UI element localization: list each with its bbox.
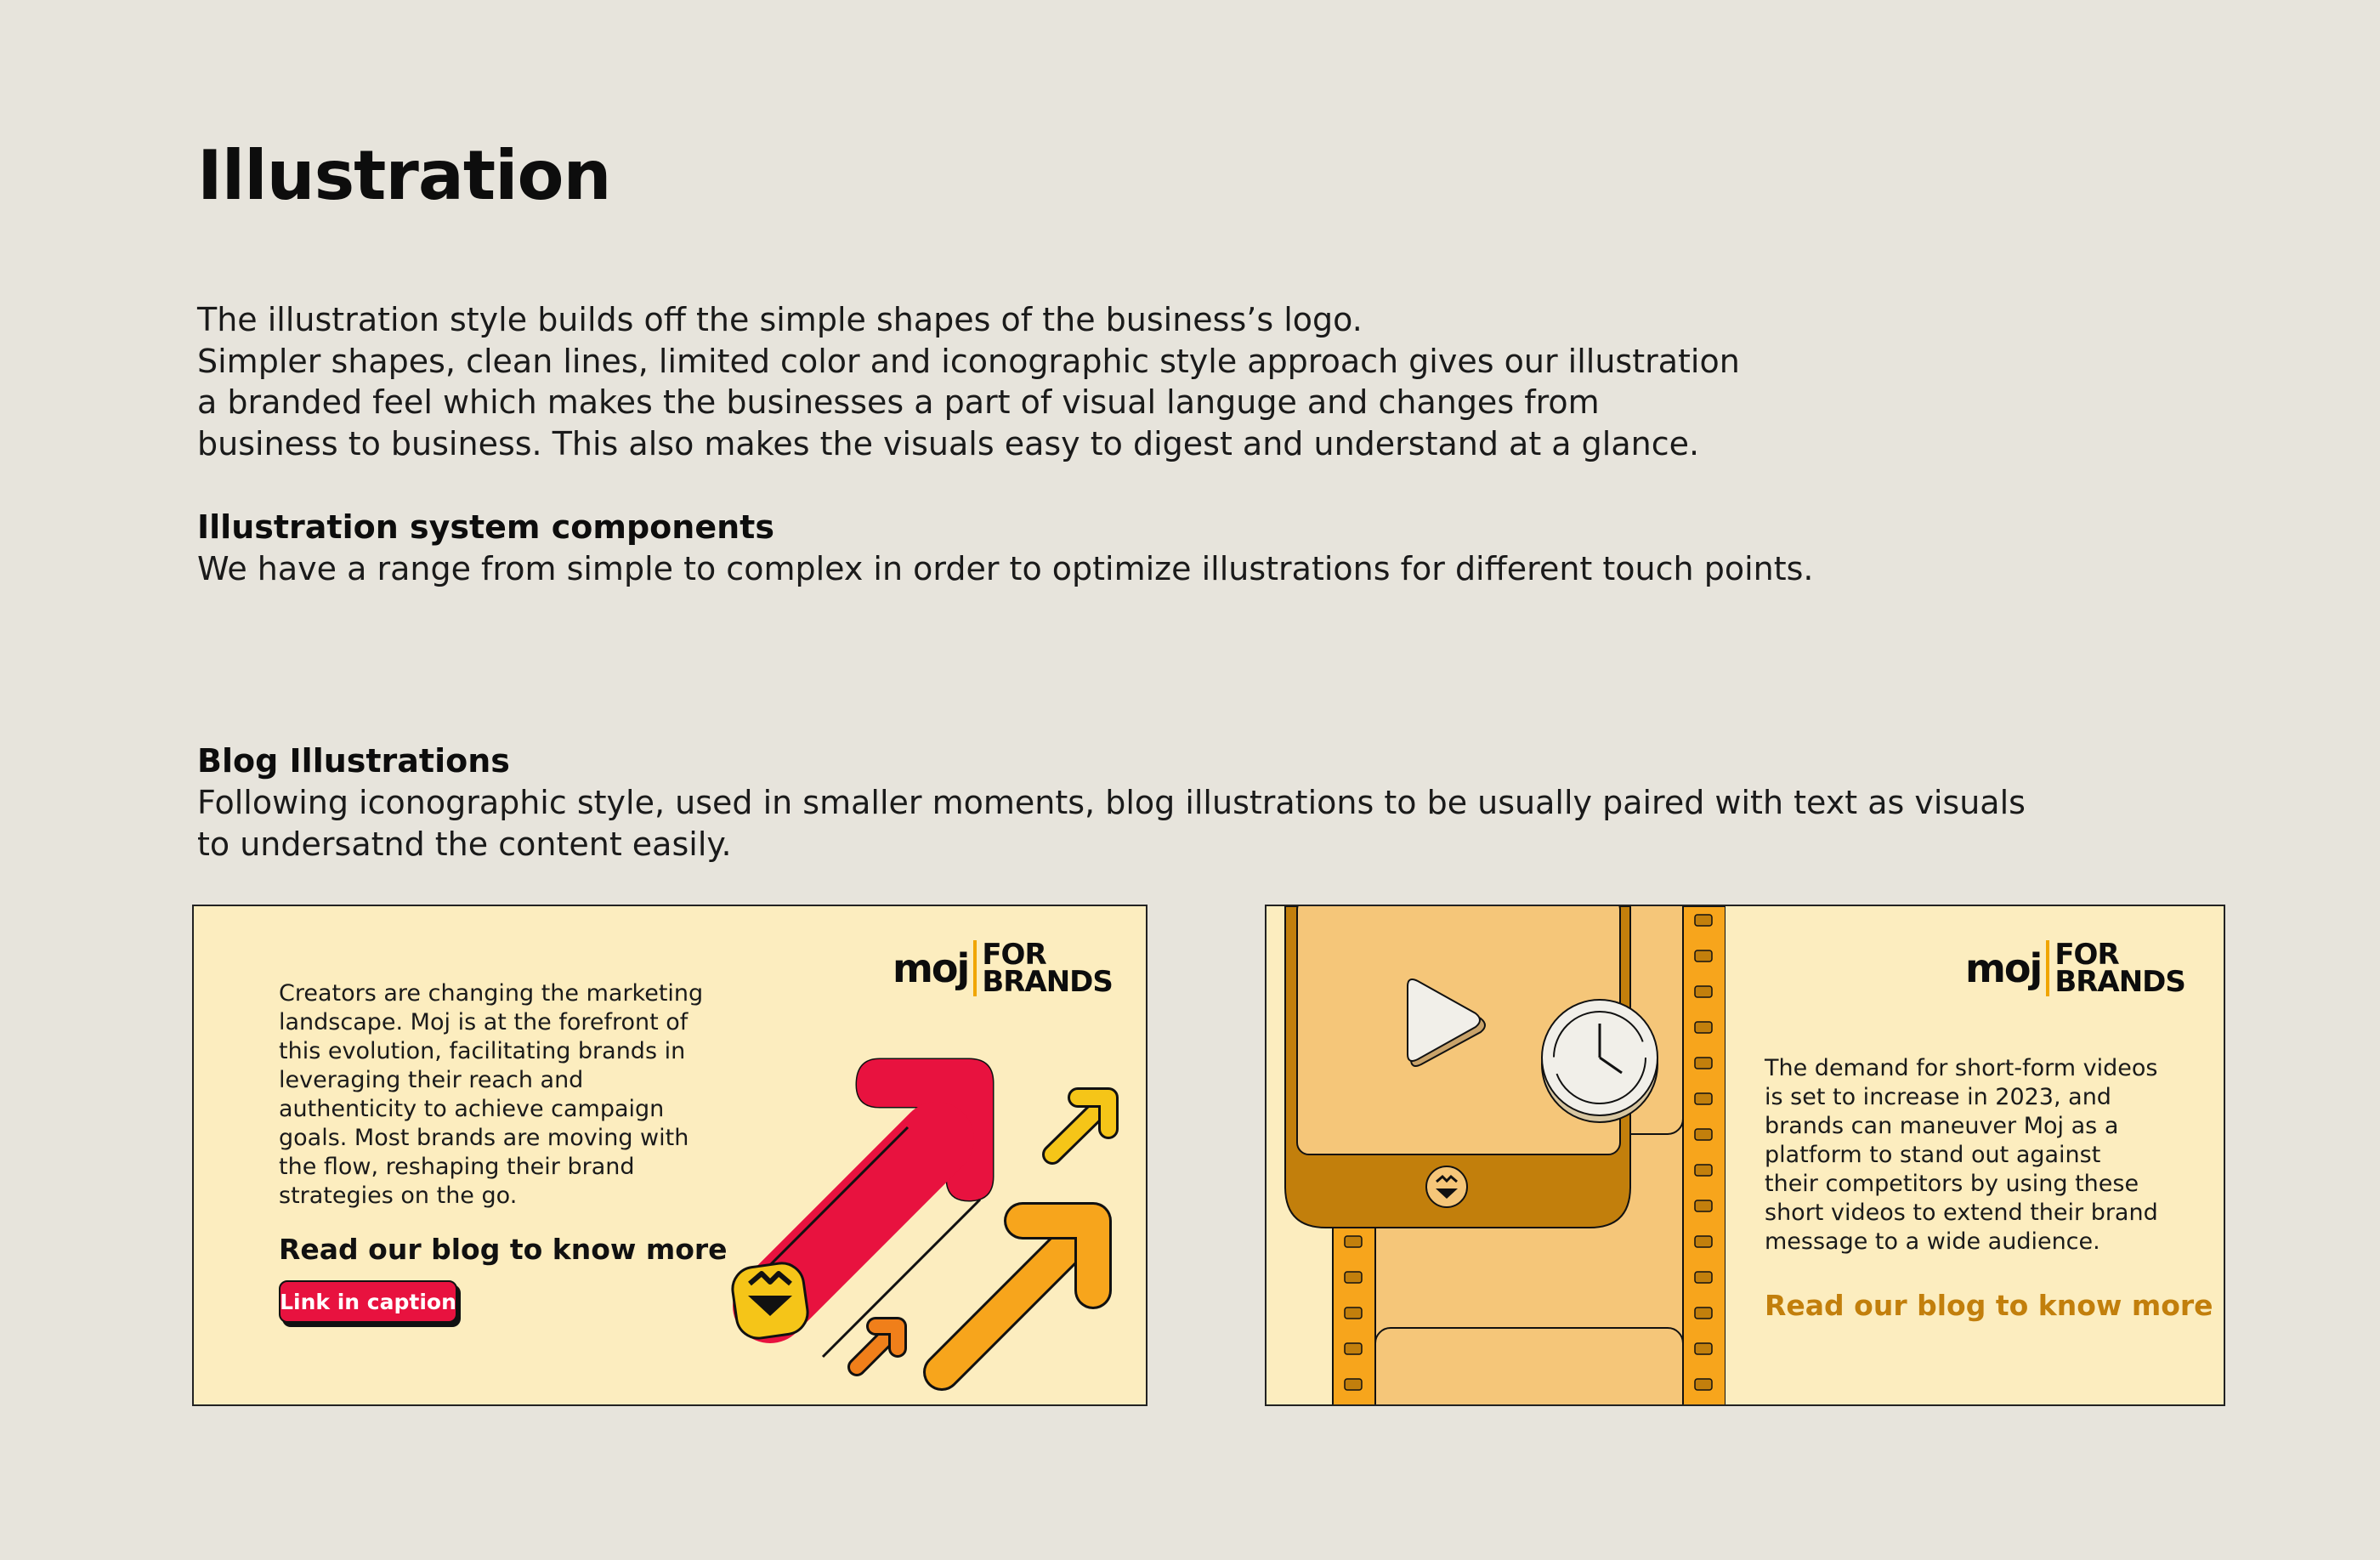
film-hole — [1695, 1379, 1712, 1390]
blog-text — [197, 782, 2026, 865]
card1-cta[interactable]: Read our blog to know more — [279, 1233, 728, 1266]
logo-divider — [2046, 940, 2049, 996]
video-phone-illustration — [1266, 906, 1726, 1406]
card2-body-line: is set to increase in 2023, and — [1765, 1084, 2111, 1110]
film-hole — [1695, 915, 1712, 926]
film-hole — [1345, 1343, 1362, 1354]
orange-arrow-small — [857, 1326, 898, 1367]
intro-line: business to business. This also makes the visuals easy to digest and understand at a glance. — [197, 424, 1700, 462]
card1-body-line: leveraging their reach and — [279, 1067, 584, 1093]
film-hole — [1695, 1272, 1712, 1283]
moj-for-brands-logo — [892, 938, 1113, 999]
logo-brands-text: BRANDS — [2054, 965, 2185, 999]
card1-body-line: strategies on the go. — [279, 1183, 518, 1209]
card1-body — [279, 979, 703, 1211]
logo-for-text: FOR — [982, 938, 1046, 972]
blog-card-short-videos — [1265, 905, 2225, 1406]
yellow-arrow — [1052, 1098, 1108, 1154]
card2-body-line: message to a wide audience. — [1765, 1228, 2100, 1255]
components-heading: Illustration system components — [197, 508, 774, 546]
link-in-caption-button[interactable]: Link in caption — [279, 1280, 457, 1323]
film-hole — [1345, 1379, 1362, 1390]
film-hole — [1695, 1343, 1712, 1354]
card1-body-line: landscape. Moj is at the forefront of — [279, 1009, 688, 1035]
film-hole — [1345, 1308, 1362, 1319]
intro-line: a branded feel which makes the businesses a part of visual languge and changes from — [197, 383, 1600, 421]
logo-divider — [973, 940, 977, 996]
intro-line: The illustration style builds off the simple shapes of the business’s logo. — [197, 301, 1363, 338]
film-hole — [1695, 1129, 1712, 1140]
blog-text-line: to undersatnd the content easily. — [197, 825, 732, 863]
film-hole — [1695, 986, 1712, 997]
card1-body-line: this evolution, facilitating brands in — [279, 1038, 686, 1064]
card2-body-line: their competitors by using these — [1765, 1171, 2139, 1197]
card2-body-line: brands can maneuver Moj as a — [1765, 1113, 2119, 1139]
card2-body-line: short videos to extend their brand — [1765, 1200, 2158, 1226]
arrows-illustration — [729, 1017, 1137, 1406]
logo-moj-wordmark: moj — [1965, 945, 2042, 991]
film-hole — [1695, 1236, 1712, 1247]
orange-arrow-large — [942, 1221, 1093, 1372]
clock-icon — [1542, 1000, 1658, 1122]
card1-body-line: Creators are changing the marketing — [279, 980, 704, 1007]
card2-body-line: The demand for short-form videos — [1765, 1055, 2158, 1081]
logo-moj-wordmark: moj — [892, 945, 969, 991]
logo-for-text: FOR — [2054, 938, 2119, 972]
film-hole — [1695, 1165, 1712, 1176]
components-text — [197, 548, 1813, 590]
card1-body-line: authenticity to achieve campaign — [279, 1096, 665, 1122]
card2-cta[interactable]: Read our blog to know more — [1765, 1289, 2213, 1322]
moj-for-brands-logo — [1965, 938, 2185, 999]
logo-for-brands — [2054, 938, 2185, 999]
film-hole — [1695, 1200, 1712, 1211]
blog-card-growth — [192, 905, 1148, 1406]
film-hole — [1345, 1236, 1362, 1247]
film-hole — [1695, 1093, 1712, 1104]
blog-text-line: Following iconographic style, used in smaller moments, blog illustrations to be usually paired with text as visuals — [197, 784, 2026, 821]
blog-heading: Blog Illustrations — [197, 742, 510, 780]
film-hole — [1695, 1058, 1712, 1069]
film-hole — [1695, 950, 1712, 962]
film-hole — [1695, 1022, 1712, 1033]
film-hole — [1345, 1272, 1362, 1283]
film-hole — [1695, 1308, 1712, 1319]
intro-line: Simpler shapes, clean lines, limited color and iconographic style approach gives our illustration — [197, 342, 1740, 380]
card1-body-line: the flow, reshaping their brand — [279, 1154, 635, 1180]
logo-brands-text: BRANDS — [982, 965, 1113, 999]
page-title: Illustration — [197, 136, 611, 215]
card1-body-line: goals. Most brands are moving with — [279, 1125, 689, 1151]
logo-for-brands — [982, 938, 1113, 999]
moj-face-icon — [730, 1261, 811, 1342]
intro-paragraph — [197, 299, 1812, 464]
card2-body — [1765, 1054, 2158, 1257]
components-line: We have a range from simple to complex in order to optimize illustrations for different touch points. — [197, 550, 1814, 587]
card2-body-line: platform to stand out against — [1765, 1142, 2101, 1168]
